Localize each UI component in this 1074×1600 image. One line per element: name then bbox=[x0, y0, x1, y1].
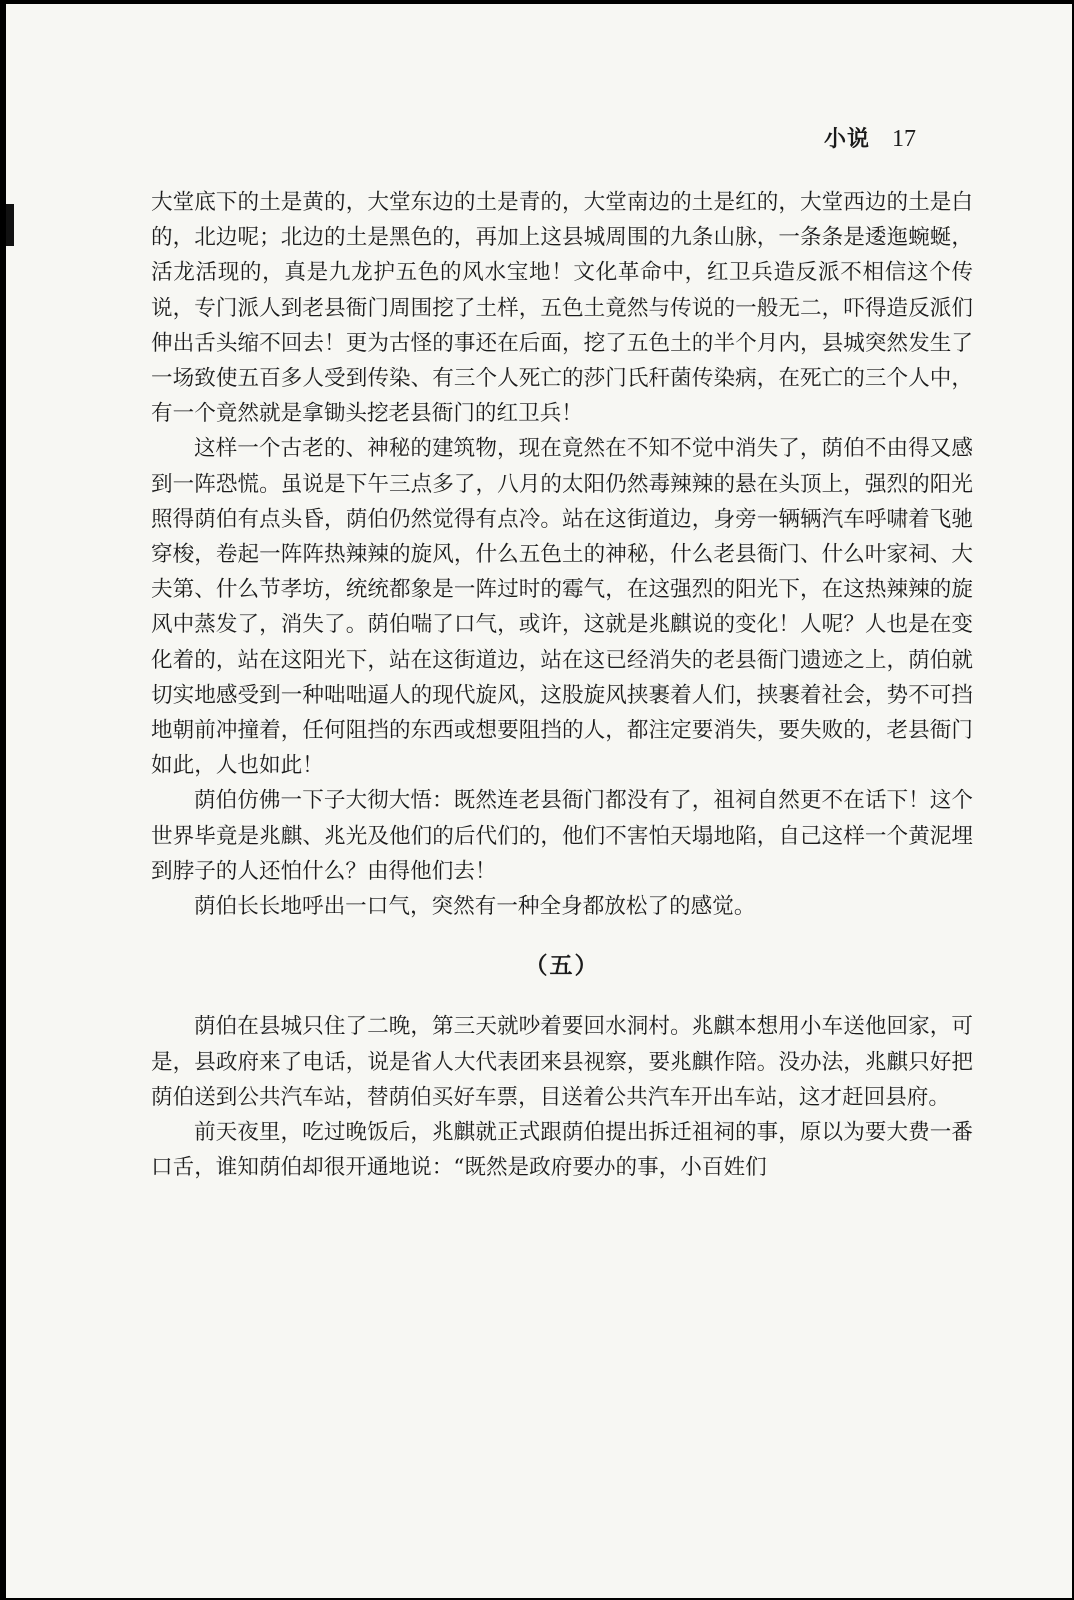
running-header bbox=[824, 122, 916, 153]
paragraph-3: 荫伯仿佛一下子大彻大悟：既然连老县衙门都没有了，祖祠自然更不在话下！这个世界毕竟是兆麒、兆光及他们的后代们的，他们不害怕天塌地陷，自己这样一个黄泥埋到脖子的人还怕什么？由得他们去！ bbox=[151, 788, 973, 884]
paragraph-5: 荫伯在县城只住了二晚，第三天就吵着要回水洞村。兆麒本想用小车送他回家，可是，县政府来了电话，说是省人大代表团来县视察，要兆麒作陪。没办法，兆麒只好把荫伯送到公共汽车站，替荫伯买好车票，目送着公共汽车开出车站，这才赶回县府。 bbox=[151, 1014, 973, 1110]
section-heading: （五） bbox=[524, 952, 600, 980]
paragraph-4: 荫伯长长地呼出一口气，突然有一种全身都放松了的感觉。 bbox=[194, 894, 756, 920]
book-page bbox=[6, 4, 1072, 1598]
paragraph-2: 这样一个古老的、神秘的建筑物，现在竟然在不知不觉中消失了，荫伯不由得又感到一阵恐慌。虽说是下午三点多了，八月的太阳仍然毒辣辣的悬在头顶上，强烈的阳光照得荫伯有点头昏，荫伯仍然觉得有点冷。站在这街道边，身旁一辆辆汽车呼啸着飞驰穿梭，卷起一阵阵热辣辣的旋风，什么五色土的神秘，什么老县衙门、什么叶家祠、大夫第、什么节孝坊，统统都象是一阵过时的霉气，在这强烈的阳光下，在这热辣辣的旋风中蒸发了，消失了。荫伯喘了口气，或许，这就是兆麒说的变化！人呢？人也是在变化着的，站在这阳光下，站在这街道边，站在这已经消失的老县衙门遗迹之上，荫伯就切实地感受到一种咄咄逼人的现代旋风，这股旋风挟裹着人们，挟裹着社会，势不可挡地朝前冲撞着，任何阻挡的东西或想要阻挡的人，都注定要消失，要失败的，老县衙门如此，人也如此！ bbox=[151, 436, 973, 779]
paragraph-1: 大堂底下的土是黄的，大堂东边的土是青的，大堂南边的土是红的，大堂西边的土是白的，北边呢；北边的土是黑色的，再加上这县城周围的九条山脉，一条条是逶迤蜿蜒，活龙活现的，真是九龙护五色的风水宝地！文化革命中，红卫兵造反派不相信这个传说，专门派人到老县衙门周围挖了土样，五色土竟然与传说的一般无二，吓得造反派们伸出舌头缩不回去！更为古怪的事还在后面，挖了五色土的半个月内，县城突然发生了一场致使五百多人受到传染、有三个人死亡的莎门氏秆菌传染病，在死亡的三个人中，有一个竟然就是拿锄头挖老县衙门的红卫兵！ bbox=[151, 190, 973, 427]
page-number: 17 bbox=[892, 126, 917, 152]
body-text bbox=[151, 185, 973, 1185]
scan-edge-mark bbox=[6, 204, 14, 246]
paragraph-6: 前天夜里，吃过晚饭后，兆麒就正式跟荫伯提出拆迁祖祠的事，原以为要大费一番口舌，谁知荫伯却很开通地说：“既然是政府要办的事，小百姓们 bbox=[151, 1120, 973, 1181]
section-title: 小说 bbox=[824, 126, 871, 152]
